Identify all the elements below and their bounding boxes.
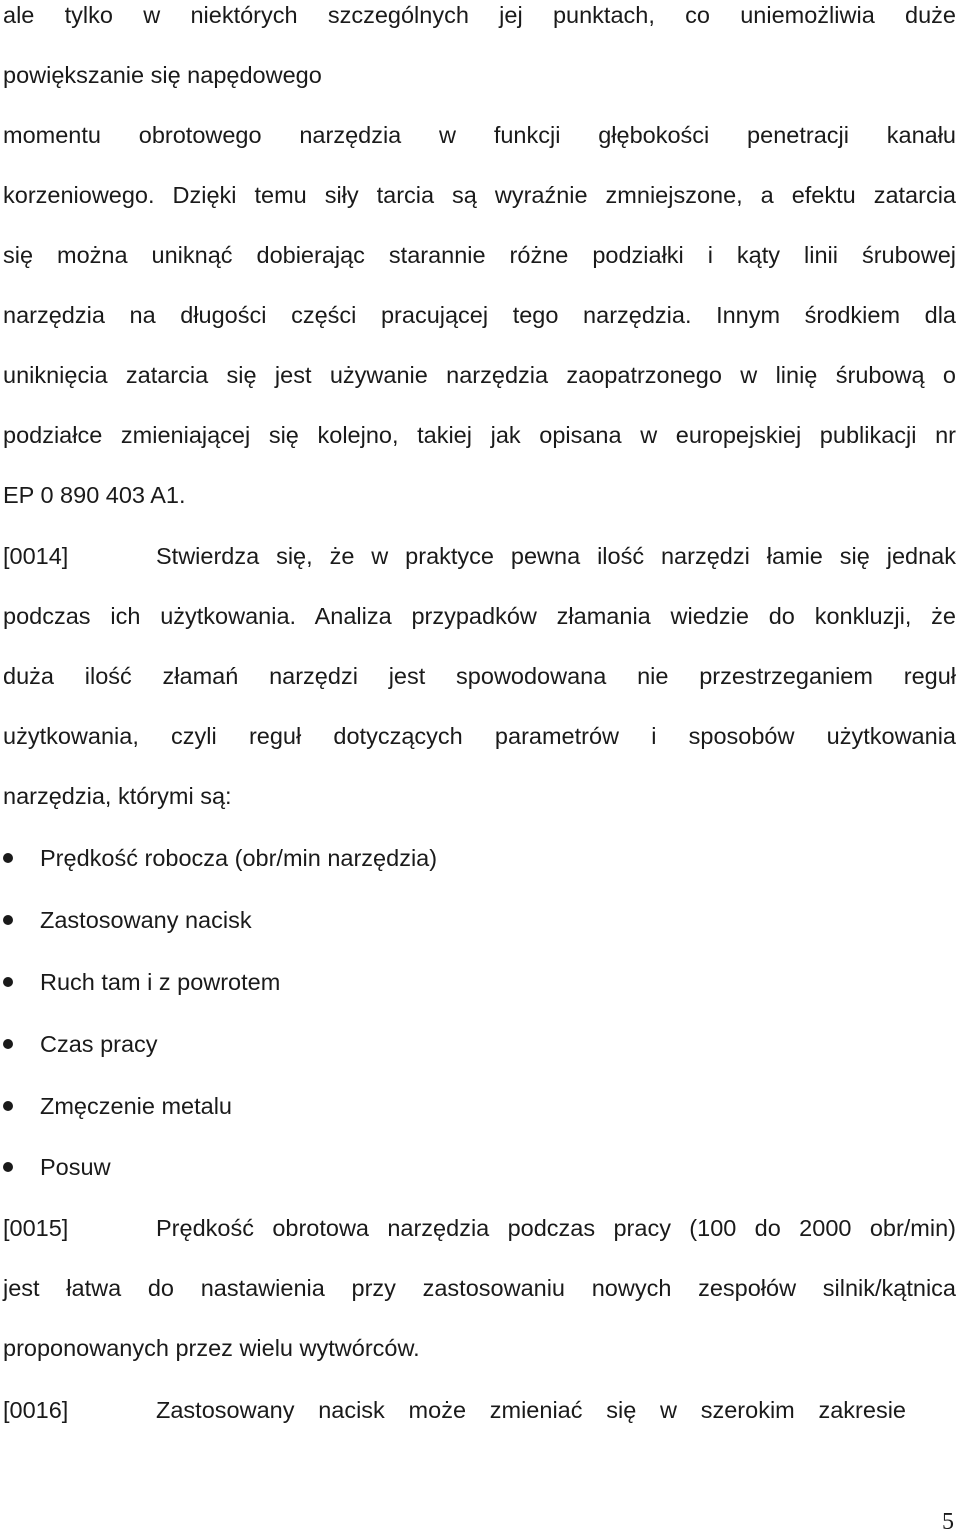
text-line-2: powiększanie się napędowego xyxy=(3,62,322,88)
text-line-4: korzeniowego. Dzięki temu siły tarcia są wyraźnie zmniejszone, a efektu zatarcia xyxy=(3,182,956,208)
paragraph-0014-head xyxy=(3,541,956,571)
text-line-5: się można uniknąć dobierając starannie różne podziałki i kąty linii śrubowej xyxy=(3,242,956,268)
paragraph-number: [0016] xyxy=(3,1397,69,1423)
bullet-icon xyxy=(3,915,13,925)
bullet-icon xyxy=(3,1162,13,1172)
bullet-icon xyxy=(3,1039,13,1049)
bullet-icon xyxy=(3,977,13,987)
paragraph-0014-line-1: podczas ich użytkowania. Analiza przypadków złamania wiedzie do konkluzji, że xyxy=(3,603,956,629)
text-line-3: momentu obrotowego narzędzia w funkcji głębokości penetracji kanału xyxy=(3,122,956,148)
bullet-icon xyxy=(3,1101,13,1111)
text-line-1: ale tylko w niektórych szczególnych jej punktach, co uniemożliwia duże xyxy=(3,2,956,28)
bullet-icon xyxy=(3,853,13,863)
text-line-8: podziałce zmieniającej się kolejno, takiej jak opisana w europejskiej publikacji nr xyxy=(3,422,956,448)
paragraph-0014-line-3: użytkowania, czyli reguł dotyczących parametrów i sposobów użytkowania xyxy=(3,723,956,749)
paragraph-first-line: Stwierdza się, że w praktyce pewna ilość narzędzi łamie się jednak xyxy=(156,543,956,569)
paragraph-0016-head xyxy=(3,1395,906,1425)
list-item-text: Zmęczenie metalu xyxy=(40,1093,232,1119)
text-line-6: narzędzia na długości części pracującej tego narzędzia. Innym środkiem dla xyxy=(3,302,956,328)
text-line-9: EP 0 890 403 A1. xyxy=(3,482,186,508)
paragraph-number: [0014] xyxy=(3,543,69,569)
paragraph-first-line: Prędkość obrotowa narzędzia podczas pracy (100 do 2000 obr/min) xyxy=(156,1215,956,1241)
paragraph-0015-head xyxy=(3,1213,956,1243)
paragraph-0015-line-2: proponowanych przez wielu wytwórców. xyxy=(3,1335,420,1361)
paragraph-first-line: Zastosowany nacisk może zmieniać się w szerokim zakresie xyxy=(156,1397,906,1423)
page-number: 5 xyxy=(942,1509,954,1535)
paragraph-0014-line-4: narzędzia, którymi są: xyxy=(3,783,232,809)
text-line-7: uniknięcia zatarcia się jest używanie narzędzia zaopatrzonego w linię śrubową o xyxy=(3,362,956,388)
paragraph-0015-line-1: jest łatwa do nastawienia przy zastosowaniu nowych zespołów silnik/kątnica xyxy=(3,1275,956,1301)
paragraph-0014-line-2: duża ilość złamań narzędzi jest spowodowana nie przestrzeganiem reguł xyxy=(3,663,956,689)
list-item-text: Ruch tam i z powrotem xyxy=(40,969,281,995)
list-item-text: Zastosowany nacisk xyxy=(40,907,252,933)
paragraph-number: [0015] xyxy=(3,1215,69,1241)
list-item-text: Czas pracy xyxy=(40,1031,158,1057)
list-item-text: Prędkość robocza (obr/min narzędzia) xyxy=(40,845,438,871)
list-item-text: Posuw xyxy=(40,1154,111,1180)
